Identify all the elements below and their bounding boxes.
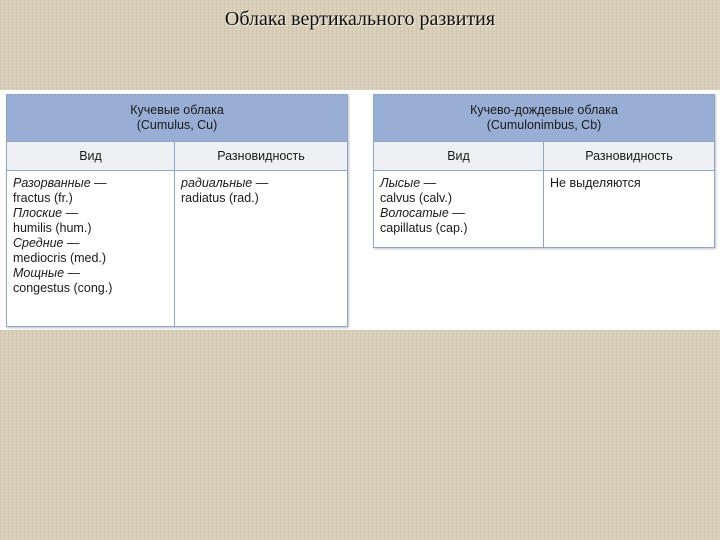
species-lat: humilis (hum.) (13, 221, 92, 235)
cumulonimbus-species-cell (374, 171, 544, 248)
cumulus-col-species: Вид (7, 142, 175, 171)
species-ru: Лысые — (380, 176, 437, 190)
variety-lat: radiatus (rad.) (181, 191, 259, 205)
cumulonimbus-table (373, 94, 715, 248)
species-ru: Плоские — (13, 206, 79, 220)
cumulonimbus-table-title (374, 95, 715, 142)
cumulonimbus-variety-cell (544, 171, 715, 248)
variety-ru: радиальные — (181, 176, 269, 190)
species-lat: congestus (cong.) (13, 281, 113, 295)
cumulus-title-lat: (Cumulus, Cu) (136, 118, 218, 132)
cumulus-col-variety: Разновидность (175, 142, 348, 171)
variety-none: Не выделяются (550, 176, 641, 190)
cumulus-variety-cell (175, 171, 348, 327)
species-ru: Волосатые — (380, 206, 465, 220)
cumulus-title-ru: Кучевые облака (130, 103, 224, 117)
species-lat: calvus (calv.) (380, 191, 453, 205)
species-lat: capillatus (cap.) (380, 221, 468, 235)
species-lat: fractus (fr.) (13, 191, 73, 205)
slide-title: Облака вертикального развития (224, 8, 496, 30)
cumulus-species-cell (7, 171, 175, 327)
cumulonimbus-title-ru: Кучево-дождевые облака (470, 103, 618, 117)
species-lat: mediocris (med.) (13, 251, 107, 265)
cumulonimbus-col-variety: Разновидность (544, 142, 715, 171)
species-ru: Мощные — (13, 266, 81, 280)
cumulonimbus-col-species: Вид (374, 142, 544, 171)
species-ru: Средние — (13, 236, 80, 250)
cumulus-table-title (7, 95, 348, 142)
cumulonimbus-title-lat: (Cumulonimbus, Cb) (486, 118, 602, 132)
cumulus-table (6, 94, 348, 327)
species-ru: Разорванные — (13, 176, 107, 190)
